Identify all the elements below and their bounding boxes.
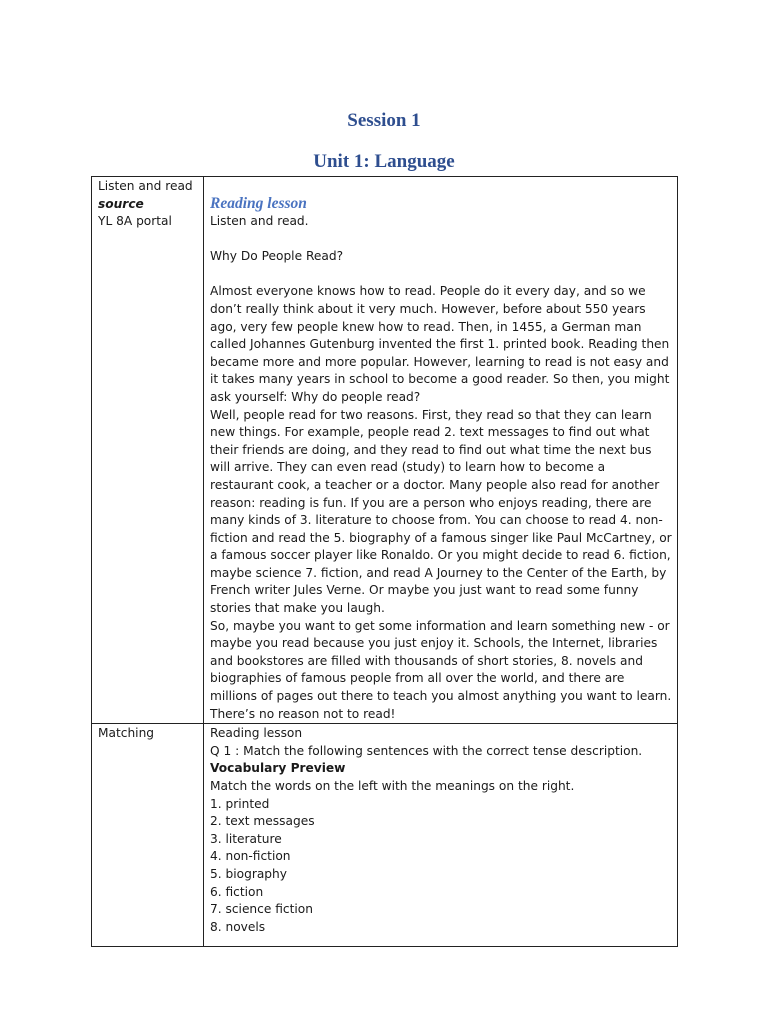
passage-paragraph-3: So, maybe you want to get some information and learn something new - or maybe you read because you just enjoy it. Schools, the Internet, libraries and bookstores are filled with thousands of short stories, 8. novels and biographies of famous people from all over the world, and there are millions of pages out there to teach you almost anything you want to learn. There’s no reason not to read! <box>210 618 672 721</box>
passage-paragraph-2: Well, people read for two reasons. First, they read so that they can learn new things. For example, people read 2. text messages to find out what their friends are doing, and they read to find out what time the next bus will arrive. They can even read (study) to learn how to become a restaurant cook, a teacher or a doctor. Many people also read for another reason: reading is fun. If you are a person who enjoys reading, there are many kinds of 3. literature to choose from. You can choose to read 4. non- fiction and read the 5. biography of a famous singer like Paul McCartney, or a famous soccer player like Ronaldo. Or you might decide to read 6. fiction, maybe science 7. fiction, and read A Journey to the Center of the Earth, by French writer Jules Verne. Or maybe you just want to read some funny stories that make you laugh. <box>210 407 672 616</box>
vocab-item: 3. literature <box>210 831 282 846</box>
question-text: Q 1 : Match the following sentences with the correct tense description. <box>210 743 643 758</box>
vocab-heading: Vocabulary Preview <box>210 761 346 776</box>
activity-cell <box>92 724 204 947</box>
vocab-item: 2. text messages <box>210 814 315 829</box>
activity-label: Listen and read <box>98 179 193 193</box>
source-portal: YL 8A portal <box>98 214 172 229</box>
table-row-matching <box>92 724 678 947</box>
activity-label: Matching <box>98 726 155 741</box>
vocab-item: 4. non-fiction <box>210 849 291 864</box>
passage-title: Why Do People Read? <box>210 249 344 264</box>
instruction-text: Listen and read. <box>210 214 309 228</box>
session-title: Session 1 <box>347 110 421 131</box>
unit-title: Unit 1: Language <box>313 151 455 172</box>
content-cell <box>204 177 678 724</box>
vocab-item: 1. printed <box>210 796 270 811</box>
lesson-table <box>91 176 678 947</box>
vocab-instruction: Match the words on the left with the meanings on the right. <box>210 779 575 793</box>
table-row-reading <box>92 177 678 724</box>
vocab-item: 5. biography <box>210 866 287 881</box>
vocab-item: 7. science fiction <box>210 902 313 917</box>
content-cell <box>204 724 678 947</box>
lesson-heading: Reading lesson <box>210 726 303 741</box>
reading-heading: Reading lesson <box>210 195 307 212</box>
source-label: source <box>98 196 144 211</box>
vocab-item: 6. fiction <box>210 884 264 899</box>
vocab-item: 8. novels <box>210 919 266 934</box>
activity-cell <box>92 177 204 724</box>
passage-paragraph-1: Almost everyone knows how to read. People do it every day, and so we don’t really think about it very much. However, before about 550 years ago, very few people knew how to read. Then, in 1455, a German man called Johannes Gutenburg invented the first 1. printed book. Reading then became more and more popular. However, learning to read is not easy and it takes many years in school to become a good reader. So then, you might ask yourself: Why do people read? <box>210 284 670 404</box>
